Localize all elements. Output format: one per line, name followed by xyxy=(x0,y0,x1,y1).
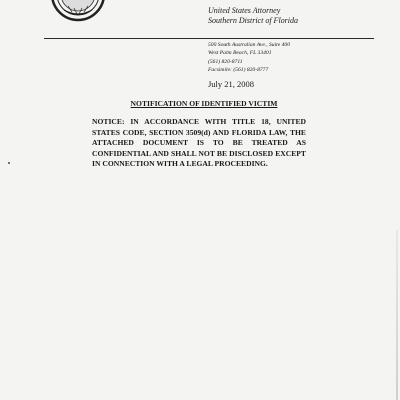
department-of-justice-seal-icon xyxy=(50,0,106,22)
scan-edge-shadow xyxy=(396,230,398,400)
address-city: West Palm Beach, FL 33401 xyxy=(208,50,272,57)
scan-speck xyxy=(8,162,10,164)
office-name xyxy=(208,6,298,26)
letter-date: July 21, 2008 xyxy=(208,79,255,89)
address-street: 500 South Australian Ave., Suite 400 xyxy=(208,42,290,48)
document-heading: NOTIFICATION OF IDENTIFIED VICTIM xyxy=(130,99,278,108)
confidentiality-notice: NOTICE: IN ACCORDANCE WITH TITLE 18, UNITED STATES CODE, SECTION 3509(d) AND FLORIDA LAW, THE ATTACHED DOCUMENT IS TO BE TREATED AS CONFIDENTIAL AND SHALL NOT BE DISCLOSED EXCEPT IN CONNECTION WITH A LEGAL PROCEEDING. xyxy=(92,117,306,169)
address-fax: Facsimile: (561) 820-8777 xyxy=(208,67,269,74)
address-phone: (561) 820-8711 xyxy=(208,58,243,65)
office-address xyxy=(208,41,290,75)
office-title: United States Attorney xyxy=(208,6,281,15)
header-divider xyxy=(44,38,374,39)
office-district: Southern District of Florida xyxy=(208,16,298,25)
